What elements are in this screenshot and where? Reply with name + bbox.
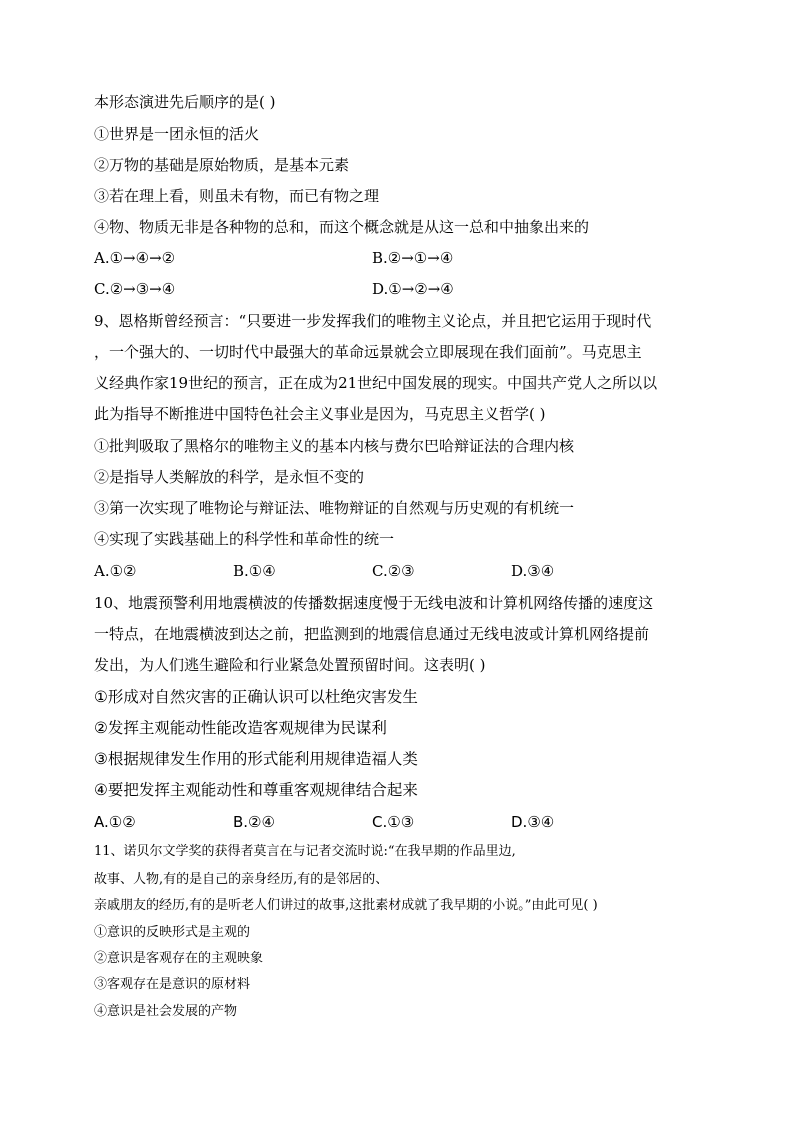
q8-statement-1: ①世界是一团永恒的活火 (94, 125, 260, 143)
q10-statement-4: ④要把发挥主观能动性和尊重客观规律结合起来 (94, 781, 418, 799)
q8-option-a: A.①→④→② (94, 249, 176, 267)
q8-statement-2: ②万物的基础是原始物质，是基本元素 (94, 156, 350, 174)
q8-stem-tail: 本形态演进先后顺序的是( ) (94, 93, 276, 111)
q9-option-c: C.②③ (372, 562, 415, 580)
q9-statement-3: ③第一次实现了唯物论与辩证法、唯物辩证的自然观与历史观的有机统一 (94, 499, 575, 517)
q10-option-b: B.②④ (233, 813, 275, 831)
q9-option-b: B.①④ (233, 562, 276, 580)
q10-option-a: A.①② (94, 813, 136, 831)
q10-option-c: C.①③ (372, 813, 415, 831)
q8-option-d: D.①→②→④ (372, 280, 454, 298)
q11-statement-2: ②意识是客观存在的主观映象 (94, 951, 264, 966)
q10-statement-2: ②发挥主观能动性能改造客观规律为民谋利 (94, 719, 387, 737)
q8-option-c: C.②→③→④ (94, 280, 176, 298)
q10-option-d: D.③④ (511, 813, 555, 831)
q9-option-a: A.①② (94, 562, 137, 580)
q9-statement-2: ②是指导人类解放的科学，是永恒不变的 (94, 468, 365, 486)
q11-statement-4: ④意识是社会发展的产物 (94, 1004, 238, 1019)
q9-stem-line-4: 此为指导不断推进中国特色社会主义事业是因为，马克思主义哲学( ) (94, 405, 546, 423)
q9-option-d: D.③④ (511, 562, 555, 580)
q11-statement-1: ①意识的反映形式是主观的 (94, 925, 251, 940)
q11-statement-3: ③客观存在是意识的原材料 (94, 977, 251, 992)
q8-option-b: B.②→①→④ (372, 249, 454, 267)
q11-stem-line-3: 亲戚朋友的经历,有的是听老人们讲过的故事,这批素材成就了我早期的小说。”由此可见( ) (94, 898, 598, 913)
q10-stem-line-3: 发出，为人们逃生避险和行业紧急处置预留时间。这表明( ) (94, 656, 486, 674)
q9-stem-line-3: 义经典作家19世纪的预言，正在成为21世纪中国发展的现实。中国共产党人之所以以 (94, 374, 658, 392)
q9-stem-line-1: 9、恩格斯曾经预言：“只要进一步发挥我们的唯物主义论点，并且把它运用于现时代 (94, 312, 652, 330)
q10-stem-line-2: 一特点，在地震横波到达之前，把监测到的地震信息通过无线电波或计算机网络提前 (94, 625, 650, 643)
q10-stem-line-1: 10、地震预警利用地震横波的传播数据速度慢于无线电波和计算机网络传播的速度这 (94, 594, 654, 612)
q8-statement-4: ④物、物质无非是各种物的总和，而这个概念就是从这一总和中抽象出来的 (94, 218, 590, 236)
q10-statement-3: ③根据规律发生作用的形式能利用规律造福人类 (94, 750, 418, 768)
q11-stem-line-1: 11、诺贝尔文学奖的获得者莫言在与记者交流时说:“在我早期的作品里边, (94, 844, 516, 859)
q8-statement-3: ③若在理上看，则虽未有物，而已有物之理 (94, 187, 380, 205)
q9-statement-4: ④实现了实践基础上的科学性和革命性的统一 (94, 530, 395, 548)
q9-statement-1: ①批判吸取了黑格尔的唯物主义的基本内核与费尔巴哈辩证法的合理内核 (94, 437, 575, 455)
q11-stem-line-2: 故事、人物,有的是自己的亲身经历,有的是邻居的、 (94, 872, 389, 887)
q9-stem-line-2: ，一个强大的、一切时代中最强大的革命远景就会立即展现在我们面前”。马克思主 (94, 343, 642, 361)
q10-statement-1: ①形成对自然灾害的正确认识可以杜绝灾害发生 (94, 688, 418, 706)
